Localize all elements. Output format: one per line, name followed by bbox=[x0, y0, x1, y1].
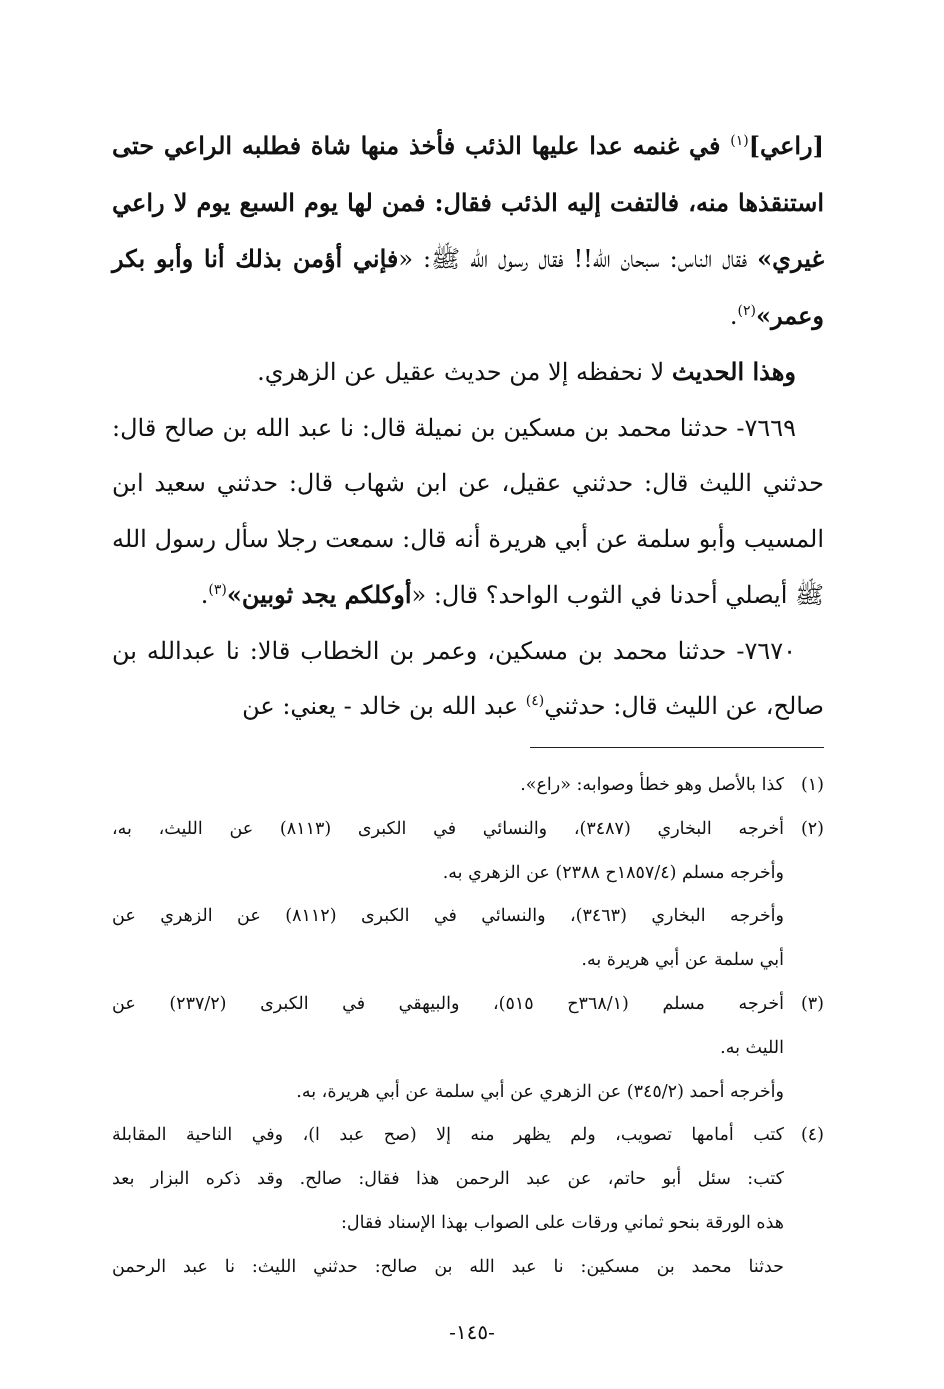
commentary-text: لا نحفظه إلا من حديث عقيل عن الزهري. bbox=[257, 358, 672, 386]
footnotes bbox=[112, 764, 824, 1290]
footnote-ref-2: (٢) bbox=[737, 302, 756, 319]
hadith-7669-text: ٧٦٦٩- حدثنا محمد بن مسكين بن نميلة قال: نا عبد الله بن صالح قال: حدثني الليث قال: حدثني عقيل، عن ابن شهاب قال: حدثني سعيد ابن المسيب وأبو سلمة عن أبي هريرة أنه قال: سمعت رجلا سأل رسول الله ﷺ أيصلي أحدنا في الثوب الواحد؟ قال: « bbox=[112, 413, 824, 609]
footnote-ref-3: (٣) bbox=[208, 582, 227, 598]
footnote-line: هذه الورقة بنحو ثماني ورقات على الصواب بهذا الإسناد فقال: bbox=[340, 1212, 784, 1233]
footnote-line: وأخرجه مسلم (١٨٥٧/٤ح ٢٣٨٨) عن الزهري به. bbox=[442, 862, 784, 883]
hadith-bold-text: في غنمه عدا عليها الذئب فأخذ منها شاة فطلبه الراعي حتى استنقذها منه، فالتفت إليه الذئب فقال: فمن لها يوم السبع يوم لا راعي غيري» bbox=[112, 131, 824, 273]
footnote-line: أخرجه البخاري (٣٤٨٧)، والنسائي في الكبرى (٨١١٣) عن الليث، به، bbox=[112, 818, 785, 839]
footnote-number: (٣) bbox=[800, 993, 824, 1014]
paragraph-end: . bbox=[729, 301, 738, 330]
hadith-7669-bold: أوكلكم يجد ثوبين» bbox=[226, 580, 412, 609]
page-number: -١٤٥- bbox=[449, 1320, 495, 1344]
footnote-number: (٢) bbox=[800, 818, 824, 839]
hadith-7670-text-a: ٧٦٧٠- حدثنا محمد بن مسكين، وعمر بن الخطاب قالا: نا عبدالله بن صالح، عن الليث قال: حدثني bbox=[112, 636, 824, 720]
footnote-line: كذا بالأصل وهو خطأ وصوابه: «راع». bbox=[520, 775, 784, 795]
hadith-paragraph-7669 bbox=[112, 401, 824, 624]
hadith-plain-text: فقال الناس: سبحان الله!! فقال رسول الله ﷺ: « bbox=[398, 245, 758, 273]
bracketed-word: [راعي] bbox=[748, 131, 824, 160]
footnote-number: (٤) bbox=[800, 1125, 824, 1146]
footnote-ref-4: (٤) bbox=[525, 693, 545, 709]
footnote-line: كتب أمامها تصويب، ولم يظهر منه إلا (صح عبد ا)، وفي الناحية المقابلة bbox=[112, 1125, 784, 1146]
footnote-3 bbox=[112, 983, 824, 1114]
main-text bbox=[112, 118, 824, 735]
footnote-ref-1: (١) bbox=[730, 133, 749, 149]
commentary-paragraph bbox=[112, 344, 824, 401]
footnote-line: الليث به. bbox=[720, 1037, 784, 1058]
paragraph-end: . bbox=[200, 581, 209, 609]
footnote-line: كتب: سئل أبو حاتم، عن عبد الرحمن هذا فقال: صالح. وقد ذكره البزار بعد bbox=[112, 1169, 784, 1190]
hadith-paragraph-7670 bbox=[112, 624, 824, 735]
footnote-line: أبي سلمة عن أبي هريرة به. bbox=[581, 950, 784, 971]
footnote-line: وأخرجه البخاري (٣٤٦٣)، والنسائي في الكبرى (٨١١٢) عن الزهري عن bbox=[112, 906, 784, 927]
footnote-2 bbox=[112, 808, 824, 983]
hadith-bold-quote: فإني أؤمن بذلك أنا وأبو بكر وعمر» bbox=[112, 244, 824, 330]
footnote-line: وأخرجه أحمد (٣٤٥/٢) عن الزهري عن أبي سلمة عن أبي هريرة، به. bbox=[296, 1081, 784, 1102]
footnote-1 bbox=[112, 764, 824, 808]
commentary-bold: وهذا الحديث bbox=[671, 357, 796, 386]
footnote-line: حدثنا محمد بن مسكين: نا عبد الله بن صالح: حدثني الليث: نا عبد الرحمن bbox=[112, 1256, 784, 1277]
footnote-divider bbox=[530, 747, 824, 748]
footnote-number: (١) bbox=[800, 775, 824, 795]
footnote-4 bbox=[112, 1114, 824, 1289]
footnote-line: أخرجه مسلم (٣٦٨/١ح ٥١٥)، والبيهقي في الكبرى (٢٣٧/٢) عن bbox=[112, 993, 784, 1014]
hadith-paragraph-1 bbox=[112, 118, 824, 344]
hadith-7670-text-b: عبد الله بن خالد - يعني: عن bbox=[242, 692, 526, 720]
